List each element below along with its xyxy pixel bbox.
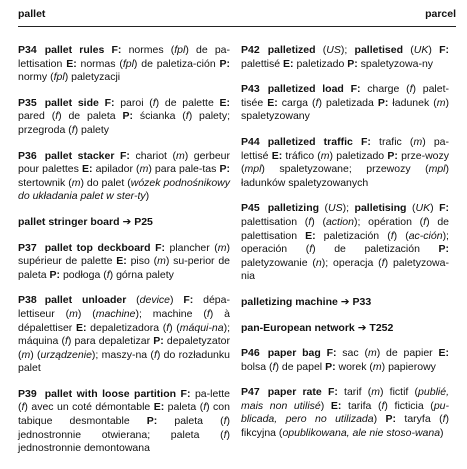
grammar-note: ac-ción [408,229,443,242]
grammar-note: f [185,110,189,123]
translation-text: worek ( [335,360,373,373]
translation-text: normy ( [18,71,54,84]
language-label: E: [75,321,87,334]
translation-text: ( [319,202,329,215]
translation-text: ) pa-lettisé [241,135,449,162]
language-label: E: [271,149,283,162]
grammar-note: m [139,163,149,176]
grammar-note: m [71,176,81,189]
entry-code: P39 [18,387,37,400]
grammar-note: machine [95,307,136,320]
grammar-note: f [206,307,210,320]
translation-text: ) supérieur de palette [18,241,231,268]
language-label: E: [283,57,294,70]
grammar-note: f [309,243,313,256]
translation-text: ); maszy-na ( [91,348,154,361]
translation-text: ) ( [169,321,180,334]
grammar-note: m [217,241,227,254]
entry-code: P34 [18,44,37,56]
translation-text: plancher ( [164,241,218,254]
translation-text: ) de palette [155,96,220,109]
grammar-note: f [272,360,276,373]
grammar-note: f [315,96,319,109]
grammar-note: f [308,215,312,228]
language-label: P: [385,413,397,426]
translation-text: ) [170,294,184,307]
grammar-note: fpl [174,44,186,56]
translation-text: ) de papel [275,360,326,373]
grammar-note: m [320,149,330,162]
translation-text: ) paletyzacji [64,71,121,84]
language-label: E: [219,96,231,109]
dictionary-entry [241,44,449,71]
translation-text: ) fikcyjna ( [241,413,449,440]
grammar-note: f [381,399,385,412]
translation-text: ); operacja ( [321,256,382,269]
translation-text: ) de paletiza-ción [133,57,220,70]
grammar-note: f [409,83,413,96]
dictionary-entry [241,83,449,124]
translation-text: ); [340,44,355,56]
translation-text: ) para depaletizar [67,335,154,348]
language-label: palletised [354,44,403,56]
grammar-note: publié, mais non utilisé [241,386,449,412]
translation-text: ) papierowy [381,360,436,373]
entry-term: pallet with loose partition [44,387,177,400]
translation-text: ) do palet ( [80,176,131,189]
xref-target: P25 [134,215,153,228]
entry-code: P37 [18,241,37,254]
grammar-note: m [367,347,377,360]
translation-text: depaletizadora ( [86,321,167,334]
grammar-note: opublikowana, ale nie stoso-wana [282,427,441,440]
translation-text: ) paletyzowa-nia [241,256,449,283]
translation-text: ) [440,427,444,440]
translation-text: ) spaletyzowane; przewozy ( [261,163,429,176]
grammar-note: f [442,413,446,426]
running-head-first-word: pallet [18,8,46,20]
language-label: E: [330,399,342,412]
grammar-note: f [106,268,110,281]
translation-text: ) jednostronnie demontowana [18,428,230,455]
dictionary-entry [241,202,449,284]
grammar-note: m [413,135,423,148]
translation-text: ); opération ( [353,215,424,228]
translation-text: ) con tabique desmontable [18,401,230,428]
grammar-note: US [326,44,341,56]
grammar-note: action [325,215,354,228]
language-label: E: [305,229,316,242]
language-label: F: [360,135,371,148]
grammar-note: mpl [428,163,446,176]
xref-target: T252 [369,321,394,334]
translation-text: prze-wozy ( [241,149,449,176]
running-head-last-word: parcel [425,8,456,20]
cross-reference [18,216,230,230]
grammar-note: f [55,110,59,123]
translation-text: ) palety; przegroda ( [18,110,230,136]
translation-text: paletizado [293,57,348,70]
entry-term: pallet unloader [44,294,127,307]
grammar-note: mpl [244,163,262,176]
grammar-note: m [176,149,185,162]
language-label: palletising [354,202,407,215]
translation-text: ) [430,202,440,215]
language-label: P: [122,110,133,123]
language-label: P: [146,415,158,428]
entry-term: pallet top deckboard [44,241,151,254]
grammar-note: máqui-na [179,321,224,334]
translation-text: paleta ( [157,415,224,428]
translation-text: ) palet-tisée [241,83,449,109]
grammar-note: n [315,256,322,269]
language-label: F: [439,44,449,56]
header-rule [18,26,456,27]
translation-text: apilador ( [92,163,140,176]
entry-term: paper bag [267,347,321,360]
translation-text: ) paletizado [329,149,388,162]
translation-text: spaletyzowa-ny [357,57,434,70]
entry-term: palletized load [267,83,344,96]
dictionary-entry [241,347,449,374]
translation-text: ) do rozładunku palet [18,348,230,375]
entry-code: P42 [241,44,260,56]
grammar-note: m [69,307,78,320]
grammar-note: device [139,294,170,307]
language-label: P: [219,163,230,176]
right-column [241,44,449,453]
translation-text: taryfa ( [396,413,443,426]
translation-text: ) para pale-tas [148,163,220,176]
language-label: E: [66,57,77,70]
translation-text: ) su-perior de paleta [18,255,231,281]
grammar-note: f [390,229,394,242]
translation-text: ) [145,190,150,203]
language-label: E: [116,255,127,268]
translation-text: ) avec un coté démontable [24,401,154,414]
cross-reference [241,322,449,336]
grammar-note: f [152,96,156,109]
xref-term: palletizing machine [241,295,338,308]
entry-term: pallet rules [44,44,105,56]
grammar-note: f [21,401,25,414]
arrow-icon: ➔ [340,295,350,308]
dictionary-entry [18,294,230,376]
language-label: E: [438,347,449,360]
language-label: F: [155,241,165,254]
translation-text: ładunek ( [388,96,437,109]
grammar-note: m [372,360,382,373]
translation-text: ) [373,413,386,426]
grammar-note: f [203,401,207,414]
translation-text: ) [428,44,440,56]
translation-text: ) ( [311,215,326,228]
language-label: F: [326,347,337,360]
translation-text: ścianka ( [132,110,186,123]
grammar-note: f [64,335,68,348]
grammar-note: UK [413,44,429,56]
grammar-note: m [21,348,31,361]
grammar-note: f [166,321,170,334]
entry-term: pallet stacker [44,149,115,162]
translation-text: dépa-lettiseur ( [18,294,230,320]
translation-text: sac ( [336,347,368,360]
translation-text: chariot ( [129,149,177,162]
language-label: F: [327,386,338,399]
language-label: P: [347,57,358,70]
translation-text: bolsa ( [241,360,273,373]
translation-text: tarifa ( [341,399,382,412]
language-label: E: [153,401,165,414]
grammar-note: fpl [122,57,134,70]
translation-text: tarif ( [337,386,372,399]
translation-text: ) ( [77,307,96,320]
dictionary-entry [241,136,449,190]
translation-text: ( [402,44,414,56]
language-label: F: [111,44,122,56]
translation-text: ) ładunków spaletyzowanych [241,163,449,189]
grammar-note: f [153,348,157,361]
language-label: F: [439,202,449,215]
language-label: E: [82,163,93,176]
translation-text: ( [406,202,416,215]
translation-text: podłoga ( [60,268,107,281]
language-label: F: [180,387,191,400]
translation-text: palettisé [241,57,284,70]
arrow-icon: ➔ [357,321,367,334]
translation-text: ) paletizada [318,96,378,109]
language-label: F: [183,294,194,307]
translation-text: normes ( [121,44,175,56]
dictionary-entry [18,44,230,85]
language-label: P: [377,96,389,109]
grammar-note: m [157,255,166,268]
translation-text: paroi ( [114,96,153,109]
language-label: P: [219,57,230,70]
entry-term: pallet side [44,96,99,109]
language-label: P: [387,149,398,162]
entry-code: P36 [18,149,37,162]
translation-text: ) jednostronnie otwierana; paleta ( [18,415,230,441]
translation-text: pa-lette ( [18,387,230,414]
translation-text: ) palety [74,123,110,136]
language-label: P: [325,360,336,373]
translation-text: ); operación ( [241,229,449,256]
grammar-note: UK [415,202,431,215]
translation-text: depaletyzator ( [18,335,230,361]
arrow-icon: ➔ [122,215,132,228]
language-label: F: [119,149,130,162]
grammar-note: f [381,256,385,269]
translation-text: normas ( [76,57,123,70]
translation-text: piso ( [126,255,158,268]
grammar-note: pu-blicada, pero no utilizada [241,399,449,426]
grammar-note: f [71,123,75,136]
grammar-note: m [371,386,380,399]
translation-text: ) fictif ( [380,386,419,399]
translation-text: ) ( [30,348,41,361]
language-label: P: [438,243,449,256]
language-label: P: [49,268,61,281]
translation-text: palettisation ( [241,215,309,228]
grammar-note: m [436,96,446,109]
grammar-note: urządzenie [40,348,92,361]
dictionary-entry [241,386,449,440]
translation-text: ) ficticia ( [384,399,434,412]
xref-target: P33 [352,295,372,308]
language-label: P: [153,335,164,348]
entry-term: palletizing [267,202,320,215]
translation-text: trafic ( [370,135,414,148]
xref-term: pan-European network [241,321,355,334]
translation-text: paletización ( [315,229,391,242]
dictionary-entry [18,242,230,283]
translation-text: ) à dépalettiser [18,307,230,334]
entry-term: palletized traffic [267,135,353,148]
translation-text: ( [315,44,327,56]
entry-code: P46 [241,347,260,360]
entry-term: palletized [267,44,316,56]
grammar-note: fpl [53,71,65,84]
dictionary-entry [18,150,230,204]
translation-text: pared ( [18,110,56,123]
translation-text: ) gerbeur pour palettes [18,149,230,176]
translation-text: ) ( [393,229,409,242]
entry-code: P45 [241,202,260,215]
entry-code: P38 [18,294,37,307]
translation-text: ) [320,399,331,412]
translation-text: charge ( [360,83,410,96]
language-label: E: [267,96,278,109]
translation-text: ); machine ( [135,307,207,320]
grammar-note: US [328,202,343,215]
cross-reference [241,296,449,310]
left-column [18,44,230,468]
translation-text: ) de palettisation [241,215,450,242]
dictionary-entry [18,388,230,456]
translation-text: ) de paleta [58,110,123,123]
translation-text: stertownik ( [18,176,72,189]
grammar-note: wózek podnośnikowy do układania palet w ster-ty [18,176,230,203]
xref-term: pallet stringer board [18,215,120,228]
translation-text: paletyzowanie ( [241,256,316,269]
grammar-note: f [423,215,427,228]
translation-text: ) spaletyzowany [241,96,449,123]
translation-text: ) górna palety [109,268,174,281]
translation-text: ); máquina ( [18,321,230,348]
entry-code: P47 [241,386,260,399]
translation-text: ); [342,202,355,215]
translation-text: paleta ( [164,401,204,414]
entry-code: P44 [241,135,260,148]
translation-text: ) de paletización [312,243,439,256]
language-label: F: [350,83,361,96]
translation-text: ) de papier [376,347,439,360]
entry-code: P43 [241,83,260,96]
entry-term: paper rate [267,386,322,399]
grammar-note: f [223,415,227,428]
translation-text: carga ( [277,96,316,109]
entry-code: P35 [18,96,37,109]
translation-text: tráfico ( [282,149,321,162]
dictionary-entry [18,97,230,138]
grammar-note: f [223,428,227,441]
running-head [18,8,456,24]
translation-text: ) de pa-lettisation [18,44,230,70]
translation-text: ( [126,294,140,307]
language-label: F: [104,96,115,109]
